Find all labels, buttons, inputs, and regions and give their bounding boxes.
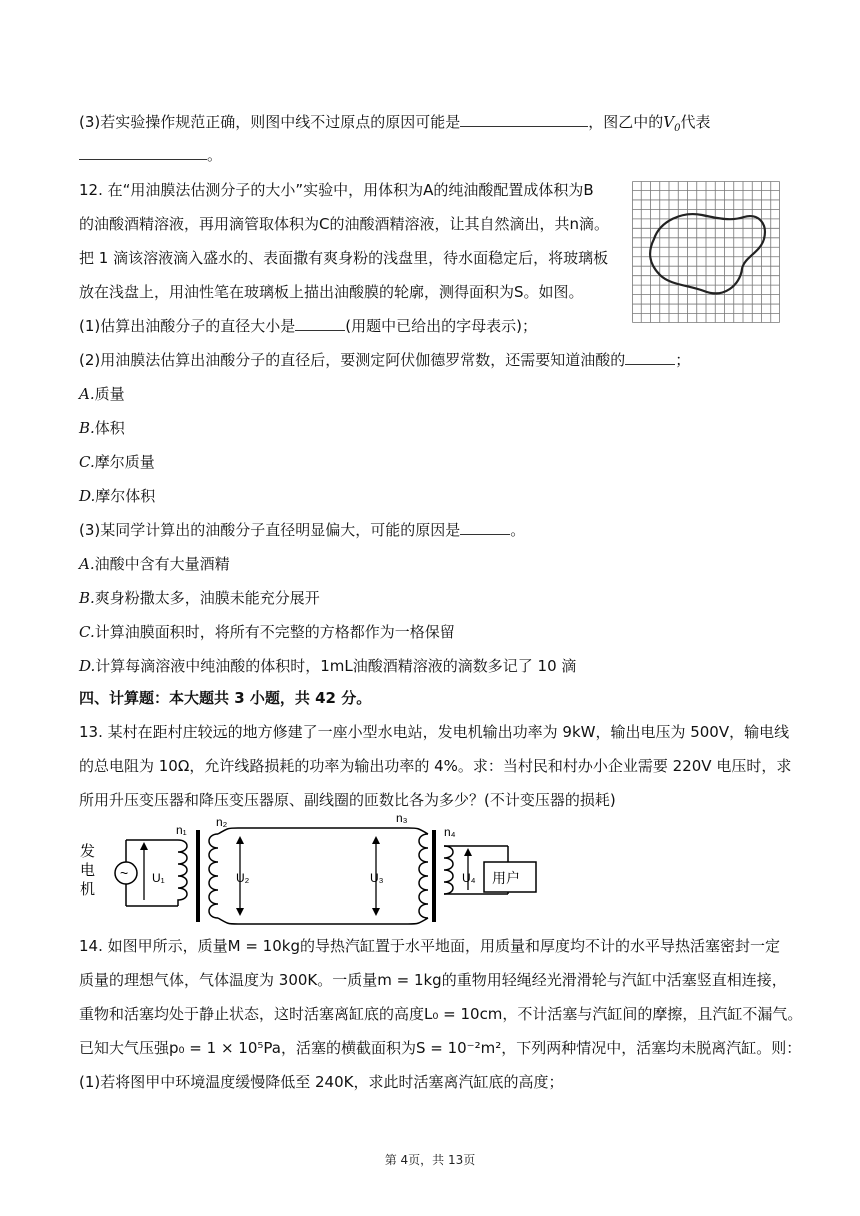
v0-symbol: $V_0$ <box>663 113 681 134</box>
q12-sub2 <box>79 350 690 370</box>
q12-stem-line: 12. 在“用油膜法估测分子的大小”实验中，用体积为A的纯油酸配置成体积为B <box>79 181 594 199</box>
q12-sub3-text: (3)某同学计算出的油酸分子直径明显偏大，可能的原因是 <box>79 521 461 539</box>
q12-sub3-option[interactable]: D.计算每滴溶液中纯油酸的体积时，1mL油酸酒精溶液的滴数多记了 10 滴 <box>79 657 577 675</box>
svg-text:U₁: U₁ <box>152 871 165 885</box>
generator-label: 发 <box>80 843 96 860</box>
answer-blank[interactable] <box>460 520 510 535</box>
q11-part3-end: 。 <box>207 146 223 164</box>
q12-sub3 <box>79 520 525 540</box>
q14-line: 已知大气压强p₀ = 1 × 10⁵Pa，活塞的横截面积为S = 10⁻²m²，下列两种情况中，活塞均未脱离汽缸。则： <box>79 1039 802 1057</box>
page-footer: 第 4页，共 13页 <box>384 1153 476 1167</box>
q13-line: 所用升压变压器和降压变压器原、副线圈的匝数比各为多少？(不计变压器的损耗) <box>79 791 616 809</box>
q12-sub3-option[interactable]: C.计算油膜面积时，将所有不完整的方格都作为一格保留 <box>79 623 455 641</box>
q12-stem-line: 把 1 滴该溶液滴入盛水的、表面撒有爽身粉的浅盘里，待水面稳定后，将玻璃板 <box>79 249 609 267</box>
svg-text:n₂: n₂ <box>216 815 228 829</box>
q12-sub2-option[interactable]: B.体积 <box>79 419 125 437</box>
q12-sub2-option[interactable]: D.摩尔体积 <box>79 487 156 505</box>
q12-sub1-text: (1)估算出油酸分子的直径大小是 <box>79 317 296 335</box>
transmission-circuit-figure <box>78 812 548 930</box>
q13-line: 13. 某村在距村庄较远的地方修建了一座小型水电站，发电机输出功率为 9kW，输出电压为 500V，输电线 <box>79 723 790 741</box>
answer-blank[interactable] <box>295 316 345 331</box>
q11-part3-line2 <box>79 145 222 165</box>
q14-line: 重物和活塞均处于静止状态，这时活塞离缸底的高度L₀ = 10cm，不计活塞与汽缸间的摩擦，且汽缸不漏气。 <box>79 1005 803 1023</box>
generator-label: 机 <box>80 881 96 898</box>
svg-text:n₄: n₄ <box>444 825 456 839</box>
q12-sub2-option[interactable]: C.摩尔质量 <box>79 453 155 471</box>
svg-text:n₁: n₁ <box>176 823 187 837</box>
q12-sub1 <box>79 316 537 336</box>
section-heading: 四、计算题：本大题共 3 小题，共 42 分。 <box>79 689 372 707</box>
q12-sub2-text: (2)用油膜法估算出油酸分子的直径后，要测定阿伏伽德罗常数，还需要知道油酸的 <box>79 351 626 369</box>
answer-blank[interactable] <box>460 112 588 127</box>
q14-line: (1)若将图甲中环境温度缓慢降低至 240K，求此时活塞离汽缸底的高度； <box>79 1073 564 1091</box>
q12-sub3-option[interactable]: B.爽身粉撒太多，油膜未能充分展开 <box>79 589 320 607</box>
q12-sub1-post: (用题中已给出的字母表示)； <box>345 317 537 335</box>
q14-line: 质量的理想气体，气体温度为 300K。一质量m = 1kg的重物用轻绳经光滑滑轮与汽缸中活塞竖直相连接， <box>79 971 787 989</box>
q11-part3-mid: ，图乙中的 <box>588 113 664 131</box>
q11-part3-text: (3)若实验操作规范正确，则图中线不过原点的原因可能是 <box>79 113 461 131</box>
load-label: 用户 <box>492 870 520 886</box>
oil-film-outline <box>650 214 765 293</box>
q11-part3-line1 <box>79 112 711 139</box>
oil-film-grid-figure <box>632 181 780 323</box>
q12-sub3-post: 。 <box>510 521 526 539</box>
svg-text:~: ~ <box>120 865 129 881</box>
q12-sub3-option[interactable]: A.油酸中含有大量酒精 <box>79 555 230 573</box>
answer-blank[interactable] <box>625 350 675 365</box>
svg-text:U₃: U₃ <box>370 871 384 885</box>
q14-line: 14. 如图甲所示，质量M = 10kg的导热汽缸置于水平地面，用质量和厚度均不计的水平导热活塞密封一定 <box>79 937 780 955</box>
q11-part3-post: 代表 <box>680 113 711 131</box>
q12-sub2-post: ； <box>675 351 691 369</box>
svg-text:U₂: U₂ <box>236 871 250 885</box>
answer-blank[interactable] <box>79 145 207 160</box>
q12-stem-line: 放在浅盘上，用油性笔在玻璃板上描出油酸膜的轮廓，测得面积为S。如图。 <box>79 283 584 301</box>
svg-text:U₄: U₄ <box>462 871 476 885</box>
q12-stem-line: 的油酸酒精溶液，再用滴管取体积为C的油酸酒精溶液，让其自然滴出，共n滴。 <box>79 215 609 233</box>
q13-line: 的总电阻为 10Ω，允许线路损耗的功率为输出功率的 4%。求：当村民和村办小企业需要 220V 电压时，求 <box>79 757 792 775</box>
svg-text:n₃: n₃ <box>396 812 408 825</box>
generator-label: 电 <box>80 862 96 879</box>
q12-sub2-option[interactable]: A.质量 <box>79 385 125 403</box>
